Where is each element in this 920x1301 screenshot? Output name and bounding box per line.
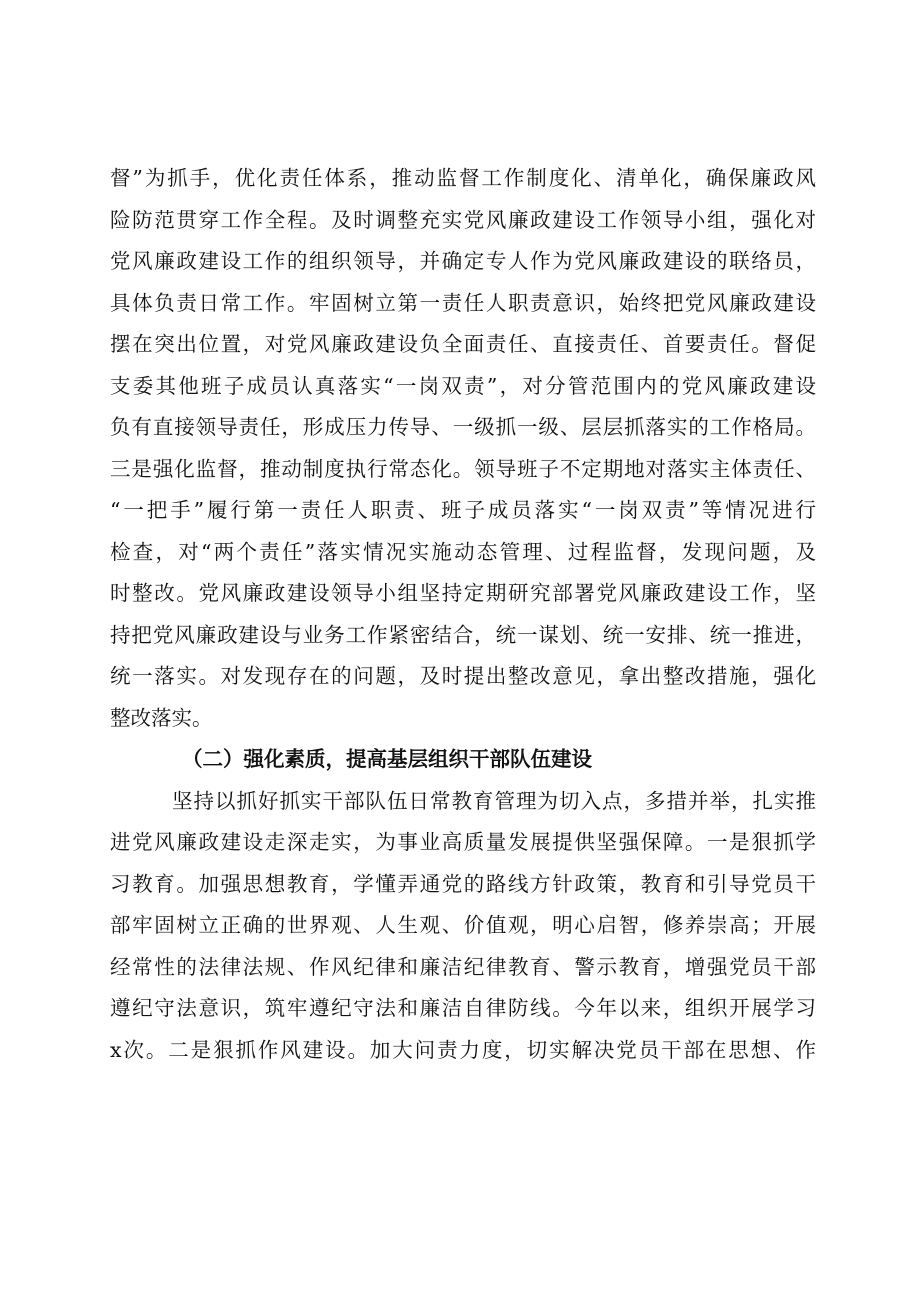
- document-body: [110, 158, 816, 1071]
- text-line: 负有直接领导责任，形成压力传导、一级抓一级、层层抓落实的工作格局。: [110, 415, 816, 439]
- text-line: 统一落实。对发现存在的问题，及时提出整改意见，拿出整改措施，强化: [110, 664, 816, 688]
- text-line: 整改落实。: [110, 705, 213, 730]
- paragraph-responsibility: [110, 158, 816, 739]
- section-heading: （二）强化素质，提高基层组织干部队伍建设: [182, 747, 592, 771]
- text-line: 党风廉政建设工作的组织领导，并确定专人作为党风廉政建设的联络员，: [110, 249, 816, 273]
- text-line: 时整改。党风廉政建设领导小组坚持定期研究部署党风廉政建设工作，坚: [110, 581, 816, 605]
- text-line: 督”为抓手，优化责任体系，推动监督工作制度化、清单化，确保廉政风: [110, 166, 816, 190]
- text-line: 三是强化监督，推动制度执行常态化。领导班子不定期地对落实主体责任、: [110, 456, 816, 481]
- text-line: 检查，对“两个责任”落实情况实施动态管理、过程监督，发现问题，及: [110, 539, 816, 564]
- text-line: x次。二是狠抓作风建设。加大问责力度，切实解决党员干部在思想、作: [110, 1037, 816, 1062]
- text-line: 进党风廉政建设走深走实，为事业高质量发展提供坚强保障。一是狠抓学: [110, 830, 816, 854]
- text-line: 支委其他班子成员认真落实“一岗双责”，对分管范围内的党风廉政建设: [110, 373, 816, 398]
- text-line: 险防范贯穿工作全程。及时调整充实党风廉政建设工作领导小组，强化对: [110, 207, 816, 232]
- text-line: 遵纪守法意识，筑牢遵纪守法和廉洁自律防线。今年以来，组织开展学习: [110, 996, 816, 1020]
- text-line: “一把手”履行第一责任人职责、班子成员落实“一岗双责”等情况进行: [110, 498, 816, 522]
- paragraph-cadre-building: [110, 781, 816, 1072]
- text-line: 持把党风廉政建设与业务工作紧密结合，统一谋划、统一安排、统一推进，: [110, 622, 816, 647]
- text-line: 摆在突出位置，对党风廉政建设负全面责任、直接责任、首要责任。督促: [110, 332, 816, 356]
- text-line: 习教育。加强思想教育，学懂弄通党的路线方针政策，教育和引导党员干: [110, 871, 816, 896]
- text-line: 坚持以抓好抓实干部队伍日常教育管理为切入点，多措并举，扎实推: [172, 788, 816, 813]
- text-line: 具体负责日常工作。牢固树立第一责任人职责意识，始终把党风廉政建设: [110, 290, 816, 315]
- text-line: 部牢固树立正确的世界观、人生观、价值观，明心启智，修养崇高；开展: [110, 913, 816, 937]
- text-line: 经常性的法律法规、作风纪律和廉洁纪律教育、警示教育，增强党员干部: [110, 954, 816, 979]
